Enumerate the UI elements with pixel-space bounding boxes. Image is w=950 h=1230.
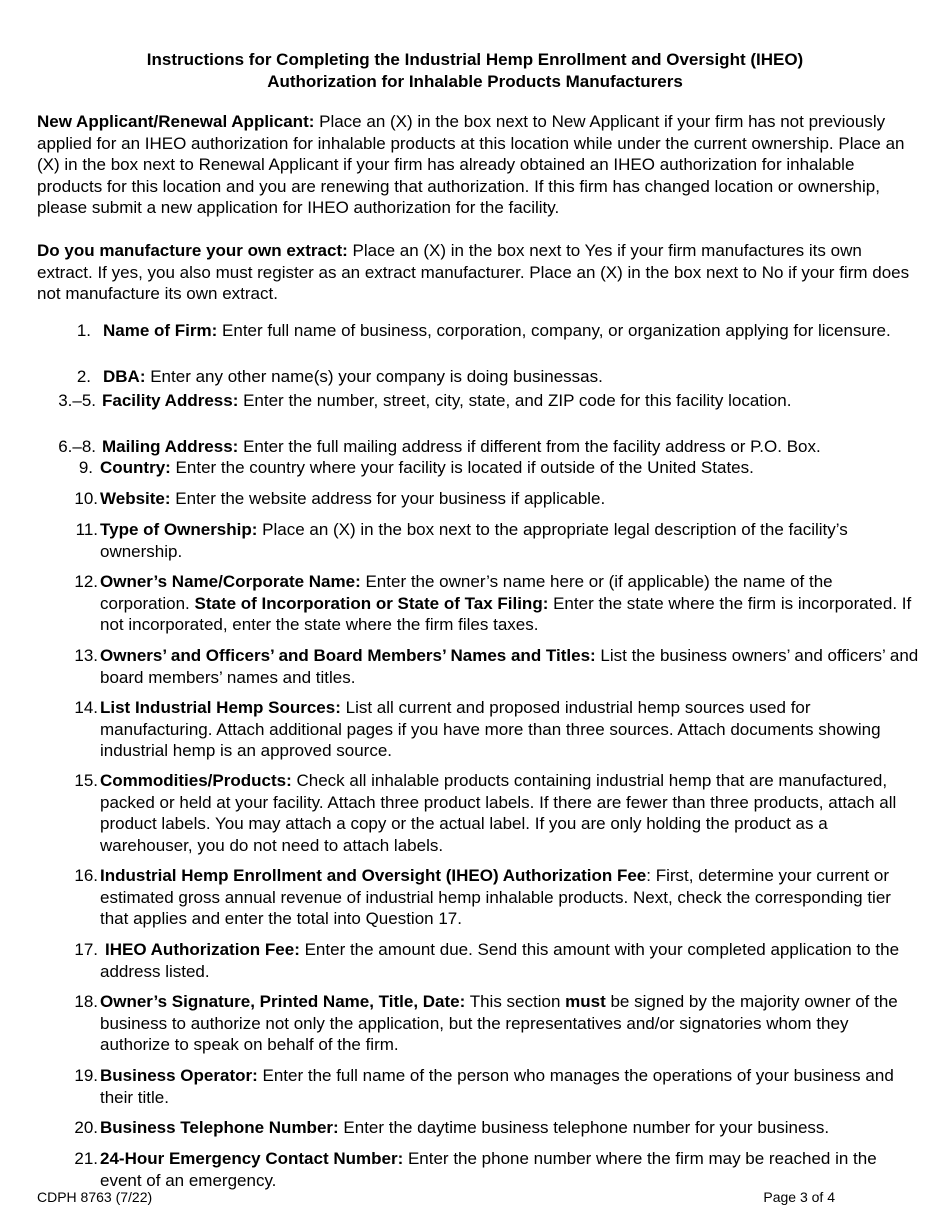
item-text: List the business owners’ and officers’ and board members’ names and titles. xyxy=(100,646,919,687)
item-number: 18. xyxy=(74,992,98,1011)
intro-label: Do you manufacture your own extract: xyxy=(37,241,348,260)
item-label: Owner’s Name/Corporate Name: xyxy=(100,572,361,591)
item-text: Enter the daytime business telephone number for your business. xyxy=(338,1118,830,1137)
item-label: Name of Firm: xyxy=(103,321,218,340)
item-number: 19. xyxy=(74,1066,98,1085)
page-number: Page 3 of 4 xyxy=(763,1189,835,1205)
item-number: 6.–8. xyxy=(58,437,96,456)
list-item xyxy=(100,571,920,636)
item-number: 11. xyxy=(75,520,98,539)
item-label: Facility Address: xyxy=(102,391,239,410)
title-line-2: Authorization for Inhalable Products Manufacturers xyxy=(267,72,683,91)
title-line-1: Instructions for Completing the Industrial Hemp Enrollment and Oversight (IHEO) xyxy=(146,50,804,69)
item-label: Industrial Hemp Enrollment and Oversight (IHEO) Authorization Fee xyxy=(100,866,647,885)
list-item xyxy=(100,939,910,982)
item-label: Commodities/Products: xyxy=(100,771,292,790)
list-item xyxy=(100,1065,900,1108)
form-id: CDPH 8763 (7/22) xyxy=(37,1189,153,1205)
list-item xyxy=(100,697,900,762)
list-item xyxy=(103,320,903,342)
item-number: 20. xyxy=(74,1118,98,1137)
list-item xyxy=(102,390,802,412)
item-text: Enter the amount due. Send this amount with your completed application to the address listed. xyxy=(100,940,900,981)
item-number: 9. xyxy=(78,458,93,477)
item-number: 1. xyxy=(76,321,91,340)
list-item xyxy=(102,436,922,458)
intro-label: New Applicant/Renewal Applicant: xyxy=(37,112,315,131)
item-number: 10. xyxy=(74,489,98,508)
item-number: 14. xyxy=(74,698,98,717)
item-label: 24-Hour Emergency Contact Number: xyxy=(100,1149,404,1168)
item-label: Website: xyxy=(100,489,171,508)
list-item xyxy=(100,1148,920,1191)
item-label: Mailing Address: xyxy=(102,437,239,456)
document-title xyxy=(0,49,950,93)
item-text: Enter the number, street, city, state, and ZIP code for this facility location. xyxy=(238,391,792,410)
item-text: Enter the full mailing address if different from the facility address or P.O. Box. xyxy=(238,437,821,456)
list-item xyxy=(100,519,910,562)
item-number: 2. xyxy=(76,367,91,386)
list-item xyxy=(100,457,920,479)
item-text: List all current and proposed industrial hemp sources used for manufacturing. Attach additional pages if you have more than three sources. Attach documents showing industrial hemp is an approved source. xyxy=(100,698,881,760)
item-text: Enter full name of business, corporation, company, or organization applying for licensure. xyxy=(217,321,891,340)
item-label: List Industrial Hemp Sources: xyxy=(100,698,341,717)
item-label: DBA: xyxy=(103,367,146,386)
item-label: Type of Ownership: xyxy=(100,520,258,539)
list-item xyxy=(100,1117,930,1139)
item-number: 12. xyxy=(74,572,98,591)
item-text: Place an (X) in the box next to the appropriate legal description of the facility’s ownership. xyxy=(100,520,848,561)
item-text: Enter any other name(s) your company is doing businessas. xyxy=(145,367,603,386)
item-label-secondary: must xyxy=(565,992,606,1011)
intro-extract xyxy=(37,240,917,305)
item-number: 15. xyxy=(74,771,98,790)
intro-new-renewal xyxy=(37,111,917,219)
item-text: Enter the website address for your business if applicable. xyxy=(170,489,606,508)
intro-text: Place an (X) in the box next to New Applicant if your firm has not previously applied for an IHEO authorization for inhalable products at this location while under the current ownership. Place an (X) in the box next to Renewal Applicant if your firm has already obtained an IHEO authorization for inhalable products for this location and you are renewing that authorization. If this firm has changed location or ownership, please submit a new application for IHEO authorization for the facility. xyxy=(37,112,905,217)
item-text: Enter the owner’s name here or (if applicable) the name of the corporation. xyxy=(100,572,833,613)
list-item xyxy=(100,488,920,510)
item-text: Enter the phone number where the firm may be reached in the event of an emergency. xyxy=(100,1149,877,1190)
item-text-secondary: be signed by the majority owner of the business to authorize not only the application, but the representatives and/or signatories whom they authorize to speak on behalf of the firm. xyxy=(100,992,898,1054)
list-item xyxy=(100,770,910,856)
item-text: Check all inhalable products containing industrial hemp that are manufactured, packed or held at your facility. Attach three product labels. If there are fewer than three products, attach all product labels. You may attach a copy or the actual label. If you are only holding the product as a warehouser, you do not need to attach labels. xyxy=(100,771,897,855)
list-item xyxy=(100,865,910,930)
item-label: Country: xyxy=(100,458,171,477)
item-text: Enter the full name of the person who manages the operations of your business and their title. xyxy=(100,1066,894,1107)
item-label: IHEO Authorization Fee: xyxy=(105,940,300,959)
list-item xyxy=(103,366,903,388)
item-label: Owner’s Signature, Printed Name, Title, Date: xyxy=(100,992,466,1011)
item-number: 3.–5. xyxy=(58,391,96,410)
item-text: : First, determine your current or estimated gross annual revenue of industrial hemp inhalable products. Next, check the corresponding tier that applies and enter the total into Question 17. xyxy=(100,866,891,928)
item-number: 17. xyxy=(74,940,98,959)
item-label: Owners’ and Officers’ and Board Members’ Names and Titles: xyxy=(100,646,596,665)
list-item xyxy=(100,991,900,1056)
list-item xyxy=(100,645,920,688)
item-number: 13. xyxy=(74,646,98,665)
item-label: Business Telephone Number: xyxy=(100,1118,339,1137)
item-number: 21. xyxy=(74,1149,98,1168)
item-text: Enter the country where your facility is located if outside of the United States. xyxy=(170,458,754,477)
item-number: 16. xyxy=(74,866,98,885)
intro-text: Place an (X) in the box next to Yes if your firm manufactures its own extract. If yes, you also must register as an extract manufacturer. Place an (X) in the box next to No if your firm does not manufacture its own extract. xyxy=(37,241,910,303)
item-label: Business Operator: xyxy=(100,1066,258,1085)
item-text: This section xyxy=(465,992,566,1011)
item-text-secondary: Enter the state where the firm is incorporated. If not incorporated, enter the state where the firm files taxes. xyxy=(100,593,912,634)
item-label-secondary: State of Incorporation or State of Tax Filing: xyxy=(194,593,549,613)
